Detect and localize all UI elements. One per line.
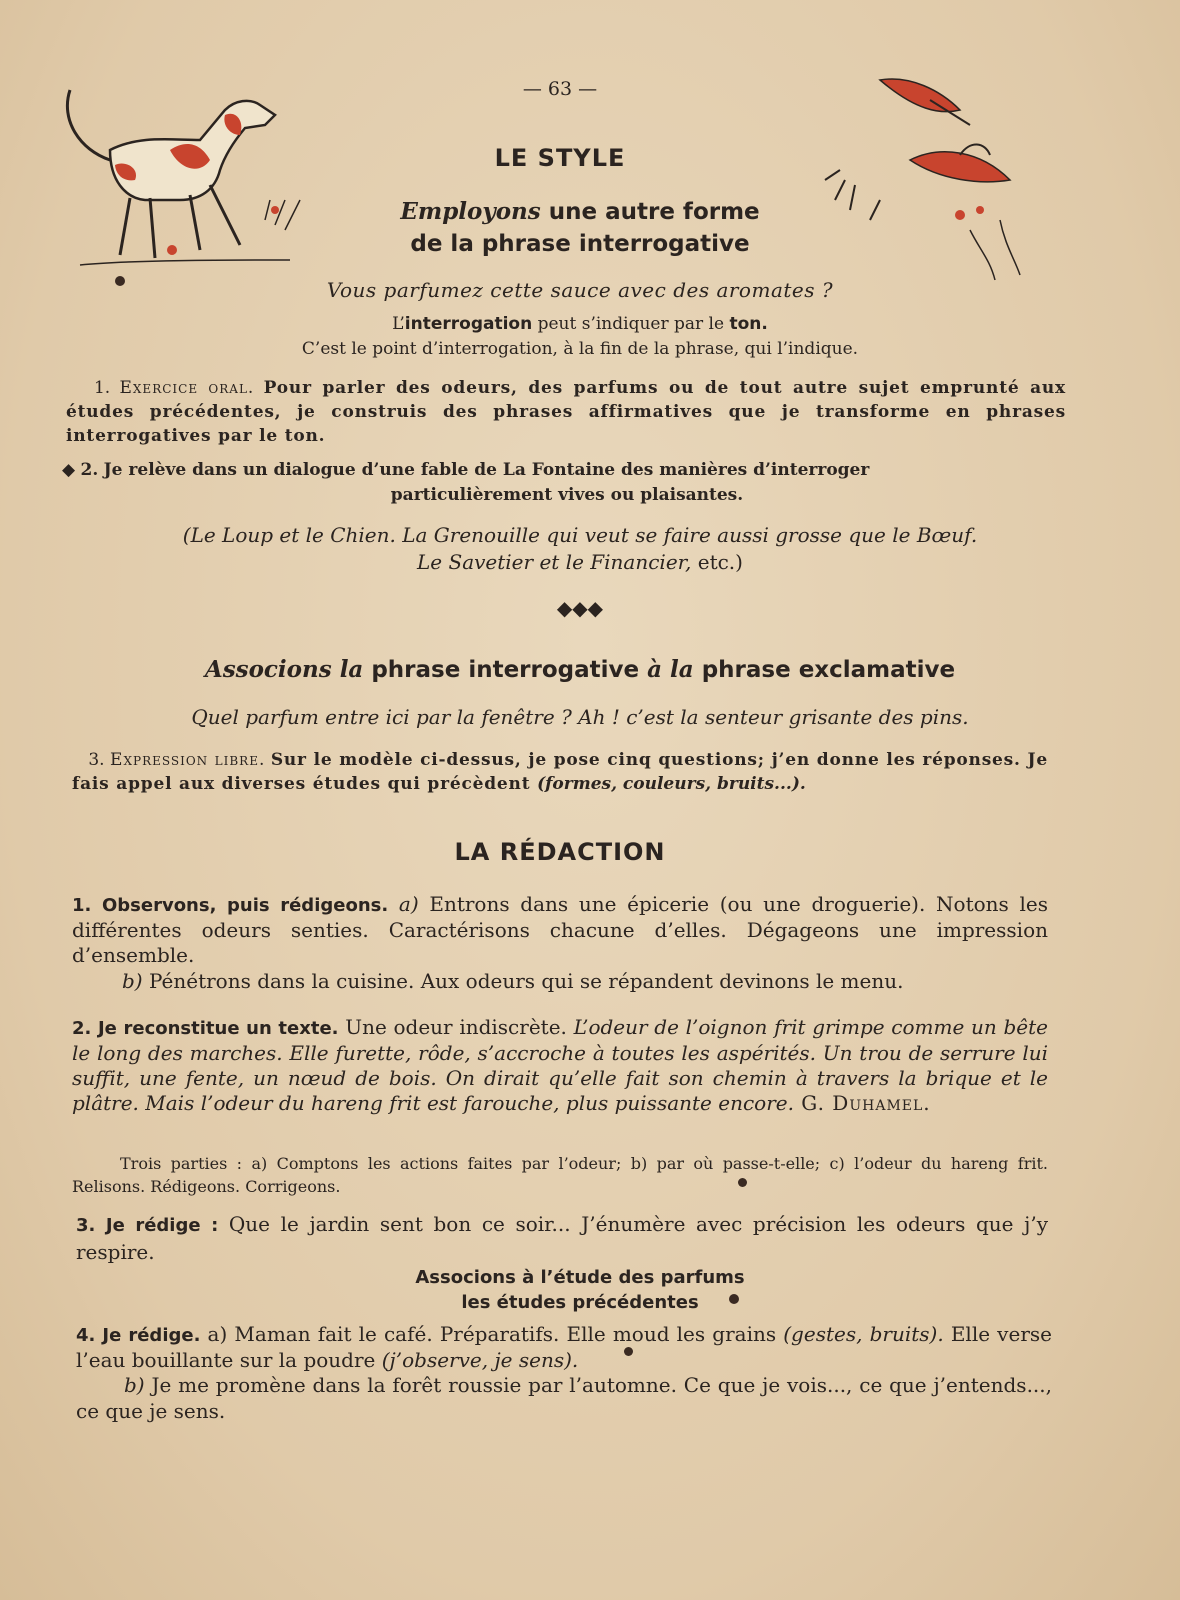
redaction-italic: (gestes, bruits). bbox=[783, 1322, 944, 1346]
redaction-text: Pénétrons dans la cuisine. Aux odeurs qui se répandent devinons le menu. bbox=[142, 969, 904, 993]
fables-line1: (Le Loup et le Chien. La Grenouille qui veut se faire aussi grosse que le Bœuf. bbox=[182, 523, 978, 547]
subtitle-line2: de la phrase interrogative bbox=[410, 231, 750, 257]
redaction-4b bbox=[76, 1372, 1052, 1424]
section-title-redaction: LA RÉDACTION bbox=[454, 838, 666, 866]
section-title-style: LE STYLE bbox=[494, 144, 626, 172]
style-subtitle bbox=[300, 196, 860, 260]
exercise-italic: (formes, couleurs, bruits...). bbox=[537, 774, 806, 794]
punch-hole bbox=[115, 276, 125, 286]
rule-text: peut s’indiquer par le bbox=[532, 314, 730, 334]
assoc-example: Quel parfum entre ici par la fenêtre ? Ah ! c’est la senteur grisante des pins. bbox=[191, 705, 969, 729]
fables-list bbox=[100, 522, 1060, 576]
redaction-1 bbox=[72, 892, 1048, 968]
duhamel-quote: L’odeur de l’oignon frit grimpe comme un bête le long des marches. Elle furette, rôde, s’accroche à toutes les aspérités. Un trou de serrure lui suffit, une fente, un nœud de bois. On dirait qu’elle fait son chemin à travers la brique et le plâtre. Mais l’odeur du hareng frit est farouche, plus puissante encore. bbox=[72, 1015, 1048, 1115]
subtitle-italic: Employons bbox=[400, 198, 541, 225]
exercise-3 bbox=[72, 748, 1048, 796]
redaction-2-parts bbox=[72, 1152, 1048, 1198]
exercise-number: 2. bbox=[80, 460, 99, 480]
redaction-italic: (j’observe, je sens). bbox=[381, 1348, 579, 1372]
redaction-marker: b) bbox=[124, 1373, 145, 1397]
redaction-label: 2. Je reconstitue un texte. bbox=[72, 1018, 339, 1039]
exercise-text-line2: particulièrement vives ou plaisantes. bbox=[390, 485, 744, 505]
rule-line2: C’est le point d’interrogation, à la fin de la phrase, qui l’indique. bbox=[301, 339, 859, 359]
exercise-text: Sur le modèle ci-dessus, je pose cinq questions; j’en donne les réponses. Je fais appel aux diverses études qui précèdent bbox=[72, 750, 1048, 794]
dog-illustration bbox=[50, 80, 310, 300]
redaction-label: 1. Observons, puis rédigeons. bbox=[72, 895, 389, 916]
redaction-marker: b) bbox=[122, 969, 143, 993]
assoc-italic: Associons la bbox=[204, 656, 364, 683]
assoc-bold: phrase interrogative bbox=[363, 657, 648, 683]
exercise-label: Expression libre. bbox=[110, 750, 266, 770]
redaction-text: Elle verse l’eau bouillante sur la poudre bbox=[76, 1322, 1052, 1372]
quote-author: G. Duhamel. bbox=[793, 1091, 931, 1115]
redaction-1b bbox=[122, 969, 1052, 993]
fables-etc: etc.) bbox=[691, 550, 743, 574]
separator-diamonds: ◆◆◆ bbox=[556, 596, 604, 620]
redaction-label: 3. Je rédige : bbox=[76, 1215, 219, 1236]
redaction-3 bbox=[76, 1211, 1048, 1265]
exercise-1 bbox=[66, 376, 1066, 448]
redaction-marker: a) bbox=[388, 892, 430, 916]
parts-text: Trois parties : a) Comptons les actions faites par l’odeur; b) par où passe-t-elle; c) l’odeur du hareng frit. Relisons. Rédigeons. Corrigeons. bbox=[72, 1154, 1048, 1196]
assoc2-line1: Associons à l’étude des parfums bbox=[415, 1267, 745, 1288]
assoc-bold: phrase exclamative bbox=[693, 657, 956, 683]
redaction-text: Je me promène dans la forêt roussie par l’automne. Ce que je vois..., ce que j’entends..., ce que je sens. bbox=[76, 1373, 1052, 1423]
redaction-text: a) Maman fait le café. Préparatifs. Elle moud les grains bbox=[200, 1322, 784, 1346]
diamond-icon: ◆ bbox=[62, 460, 76, 480]
assoc2-line2: les études précédentes bbox=[461, 1292, 699, 1313]
exercise-text: Pour parler des odeurs, des parfums ou de tout autre sujet emprunté aux études précédentes, je construis des phrases affirmatives que je transforme en phrases interrogatives par le ton. bbox=[66, 378, 1066, 446]
rule-text: L’ bbox=[392, 314, 405, 334]
redaction-2 bbox=[72, 1015, 1048, 1116]
exercise-text: Je relève dans un dialogue d’une fable de La Fontaine des manières d’interroger bbox=[103, 460, 870, 480]
exercise-number: 1. bbox=[93, 378, 111, 398]
assoc-heading bbox=[80, 656, 1080, 683]
redaction-4 bbox=[76, 1322, 1052, 1373]
redaction-text: Que le jardin sent bon ce soir... J’énumère avec précision les odeurs que j’y respire. bbox=[76, 1212, 1048, 1264]
interrogation-rule bbox=[150, 312, 1010, 362]
fables-line2: Le Savetier et le Financier, bbox=[417, 550, 692, 574]
rule-keyword: ton. bbox=[729, 314, 768, 334]
subtitle-rest: une autre forme bbox=[540, 199, 760, 225]
page-number: — 63 — bbox=[522, 78, 598, 100]
interrogation-example: Vous parfumez cette sauce avec des aromates ? bbox=[326, 278, 834, 302]
exercise-label: Exercice oral. bbox=[119, 378, 255, 398]
rule-keyword: interrogation bbox=[404, 314, 533, 334]
redaction-text: Entrons dans une épicerie (ou une droguerie). Notons les différentes odeurs senties. Caractérisons chacune d’elles. Dégageons une impression d’ensemble. bbox=[72, 892, 1049, 967]
redaction-label: 4. Je rédige. bbox=[76, 1325, 201, 1346]
exercise-number: 3. bbox=[88, 750, 105, 770]
exercise-2 bbox=[62, 458, 1072, 508]
assoc-italic: à la bbox=[647, 656, 694, 683]
redaction-text: Une odeur indiscrète. bbox=[338, 1015, 574, 1039]
assoc2-heading bbox=[300, 1265, 860, 1315]
